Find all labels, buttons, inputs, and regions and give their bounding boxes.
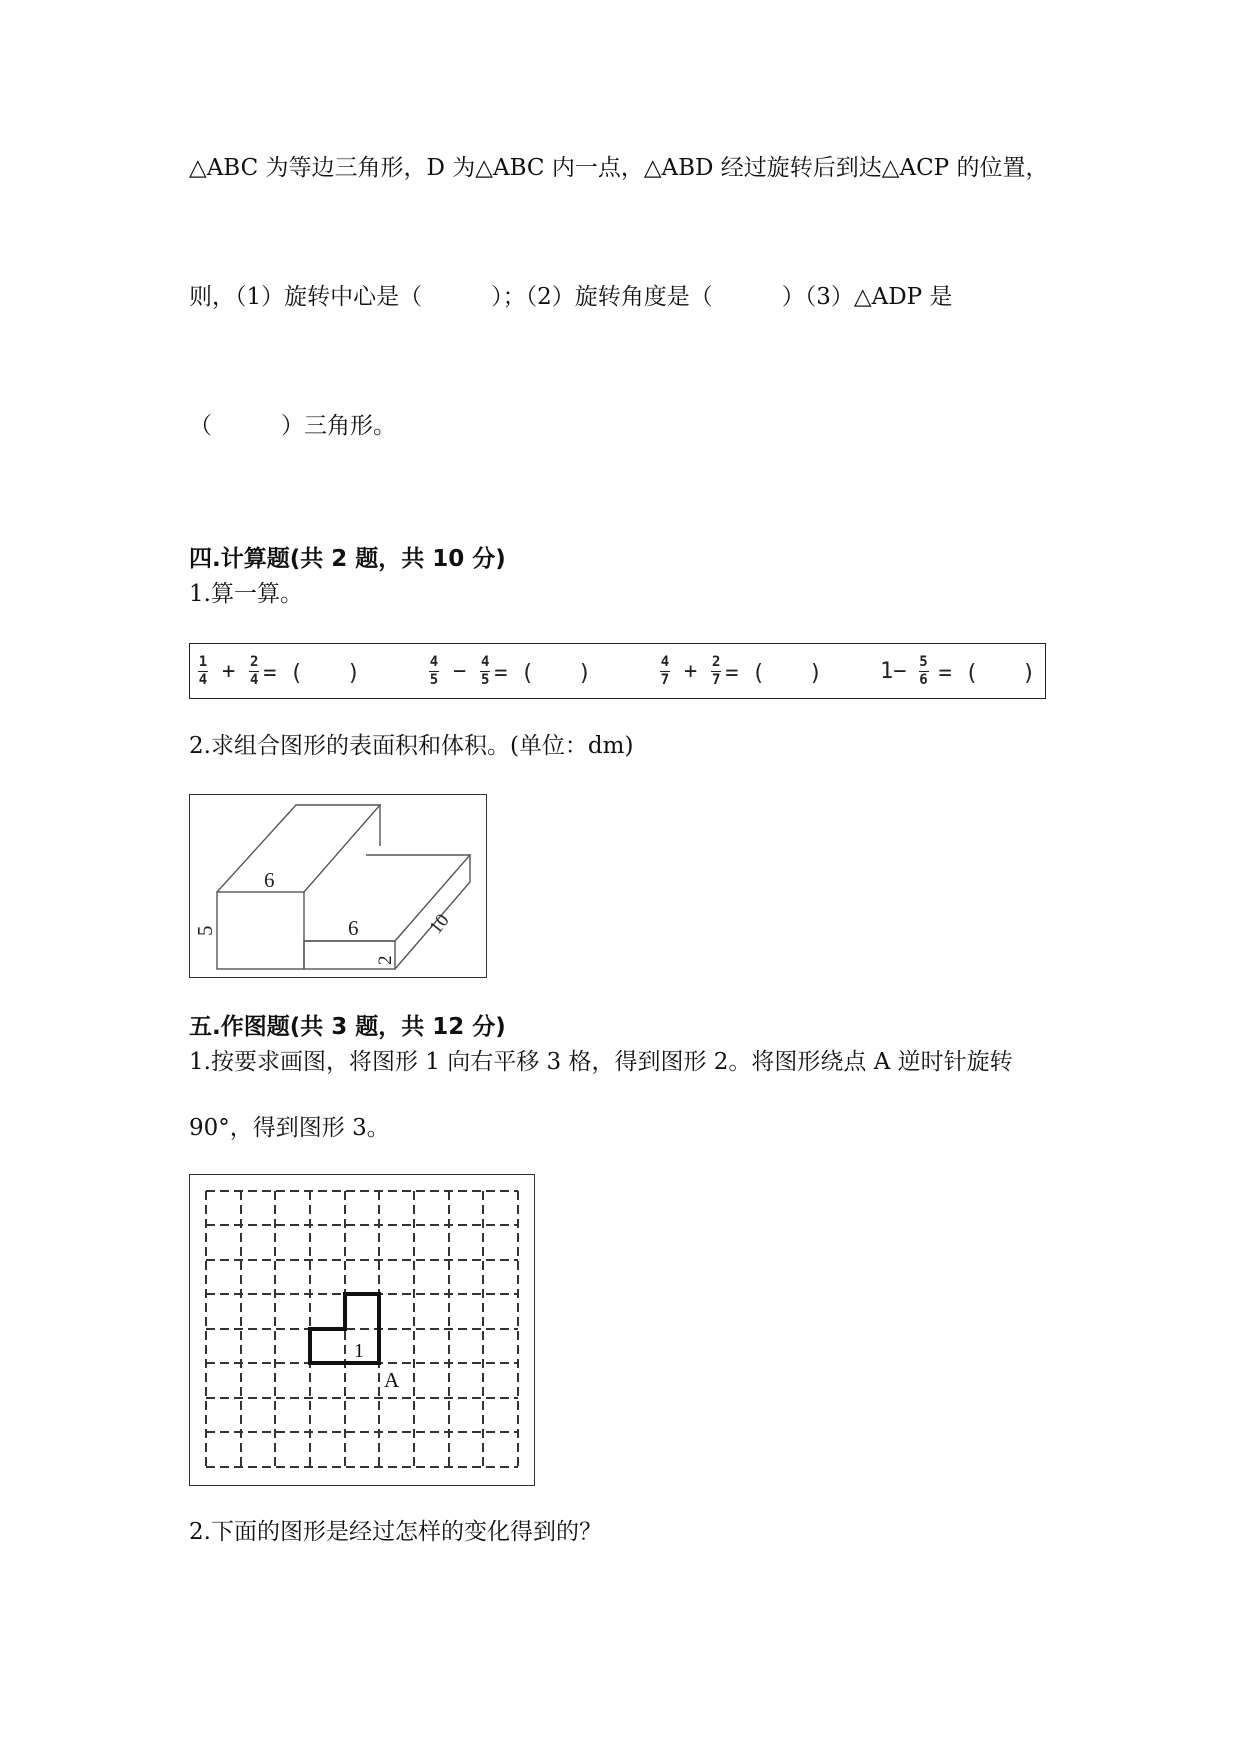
section4-q2: 2.求组合图形的表面积和体积。(单位：dm) bbox=[189, 733, 634, 759]
grid-figure bbox=[189, 1174, 535, 1486]
point-a-label: A bbox=[384, 1368, 400, 1392]
dashed-grid bbox=[206, 1191, 518, 1467]
shape-1-label: 1 bbox=[354, 1340, 364, 1362]
expression-2: $\frac{4}{5}$ − $\frac{4}{5}$ = ( ) bbox=[429, 653, 592, 688]
step-block-side bbox=[395, 855, 470, 969]
expression-3: $\frac{4}{7}$ + $\frac{2}{7}$ = ( ) bbox=[660, 653, 823, 688]
answer-blank: = ( ) bbox=[938, 660, 1036, 686]
fraction: $\frac{2}{4}$ bbox=[250, 653, 259, 688]
label-depth: 10 bbox=[425, 910, 454, 939]
fraction: $\frac{4}{5}$ bbox=[481, 653, 490, 688]
expression-4: 1− $\frac{5}{6}$ = ( ) bbox=[880, 653, 1036, 688]
grid-drawing bbox=[190, 1175, 534, 1485]
section5-q1-line-2: 90°，得到图形 3。 bbox=[189, 1115, 390, 1141]
fraction: $\frac{4}{7}$ bbox=[660, 653, 670, 688]
fraction: $\frac{2}{7}$ bbox=[712, 653, 721, 688]
tall-block-front bbox=[217, 892, 304, 969]
section4-heading: 四.计算题(共 2 题，共 10 分) bbox=[189, 546, 506, 572]
solid-drawing bbox=[190, 795, 486, 977]
label-top-width: 6 bbox=[264, 868, 275, 892]
section5-q2: 2.下面的图形是经过怎样的变化得到的？ bbox=[189, 1519, 602, 1545]
expression-1: $\frac{1}{4}$ + $\frac{2}{4}$ = ( ) bbox=[198, 653, 361, 688]
q3-line-3: （ ）三角形。 bbox=[189, 413, 396, 439]
section5-heading: 五.作图题(共 3 题，共 12 分) bbox=[189, 1014, 506, 1040]
section5-q1-line-1: 1.按要求画图，将图形 1 向右平移 3 格，得到图形 2。将图形绕点 A 逆时针旋转 bbox=[189, 1049, 1013, 1075]
answer-blank: = ( ) bbox=[263, 660, 361, 686]
label-step-width: 6 bbox=[348, 916, 359, 940]
fraction: $\frac{5}{6}$ bbox=[919, 653, 928, 688]
combined-solid-figure bbox=[189, 794, 487, 978]
tall-block-top bbox=[217, 805, 380, 892]
answer-blank: = ( ) bbox=[725, 660, 823, 686]
section4-q1: 1.算一算。 bbox=[189, 581, 303, 607]
label-step-height: 2 bbox=[375, 955, 396, 965]
fraction: $\frac{4}{5}$ bbox=[429, 653, 439, 688]
q3-line-2: 则，（1）旋转中心是（ ）；（2）旋转角度是（ ）（3）△ADP 是 bbox=[189, 284, 953, 310]
fraction: $\frac{1}{4}$ bbox=[198, 653, 208, 688]
answer-blank: = ( ) bbox=[494, 660, 592, 686]
label-height: 5 bbox=[193, 925, 217, 936]
calculation-box bbox=[189, 643, 1046, 699]
q3-line-1: △ABC 为等边三角形，D 为△ABC 内一点，△ABD 经过旋转后到达△ACP 的位置， bbox=[189, 155, 1049, 181]
